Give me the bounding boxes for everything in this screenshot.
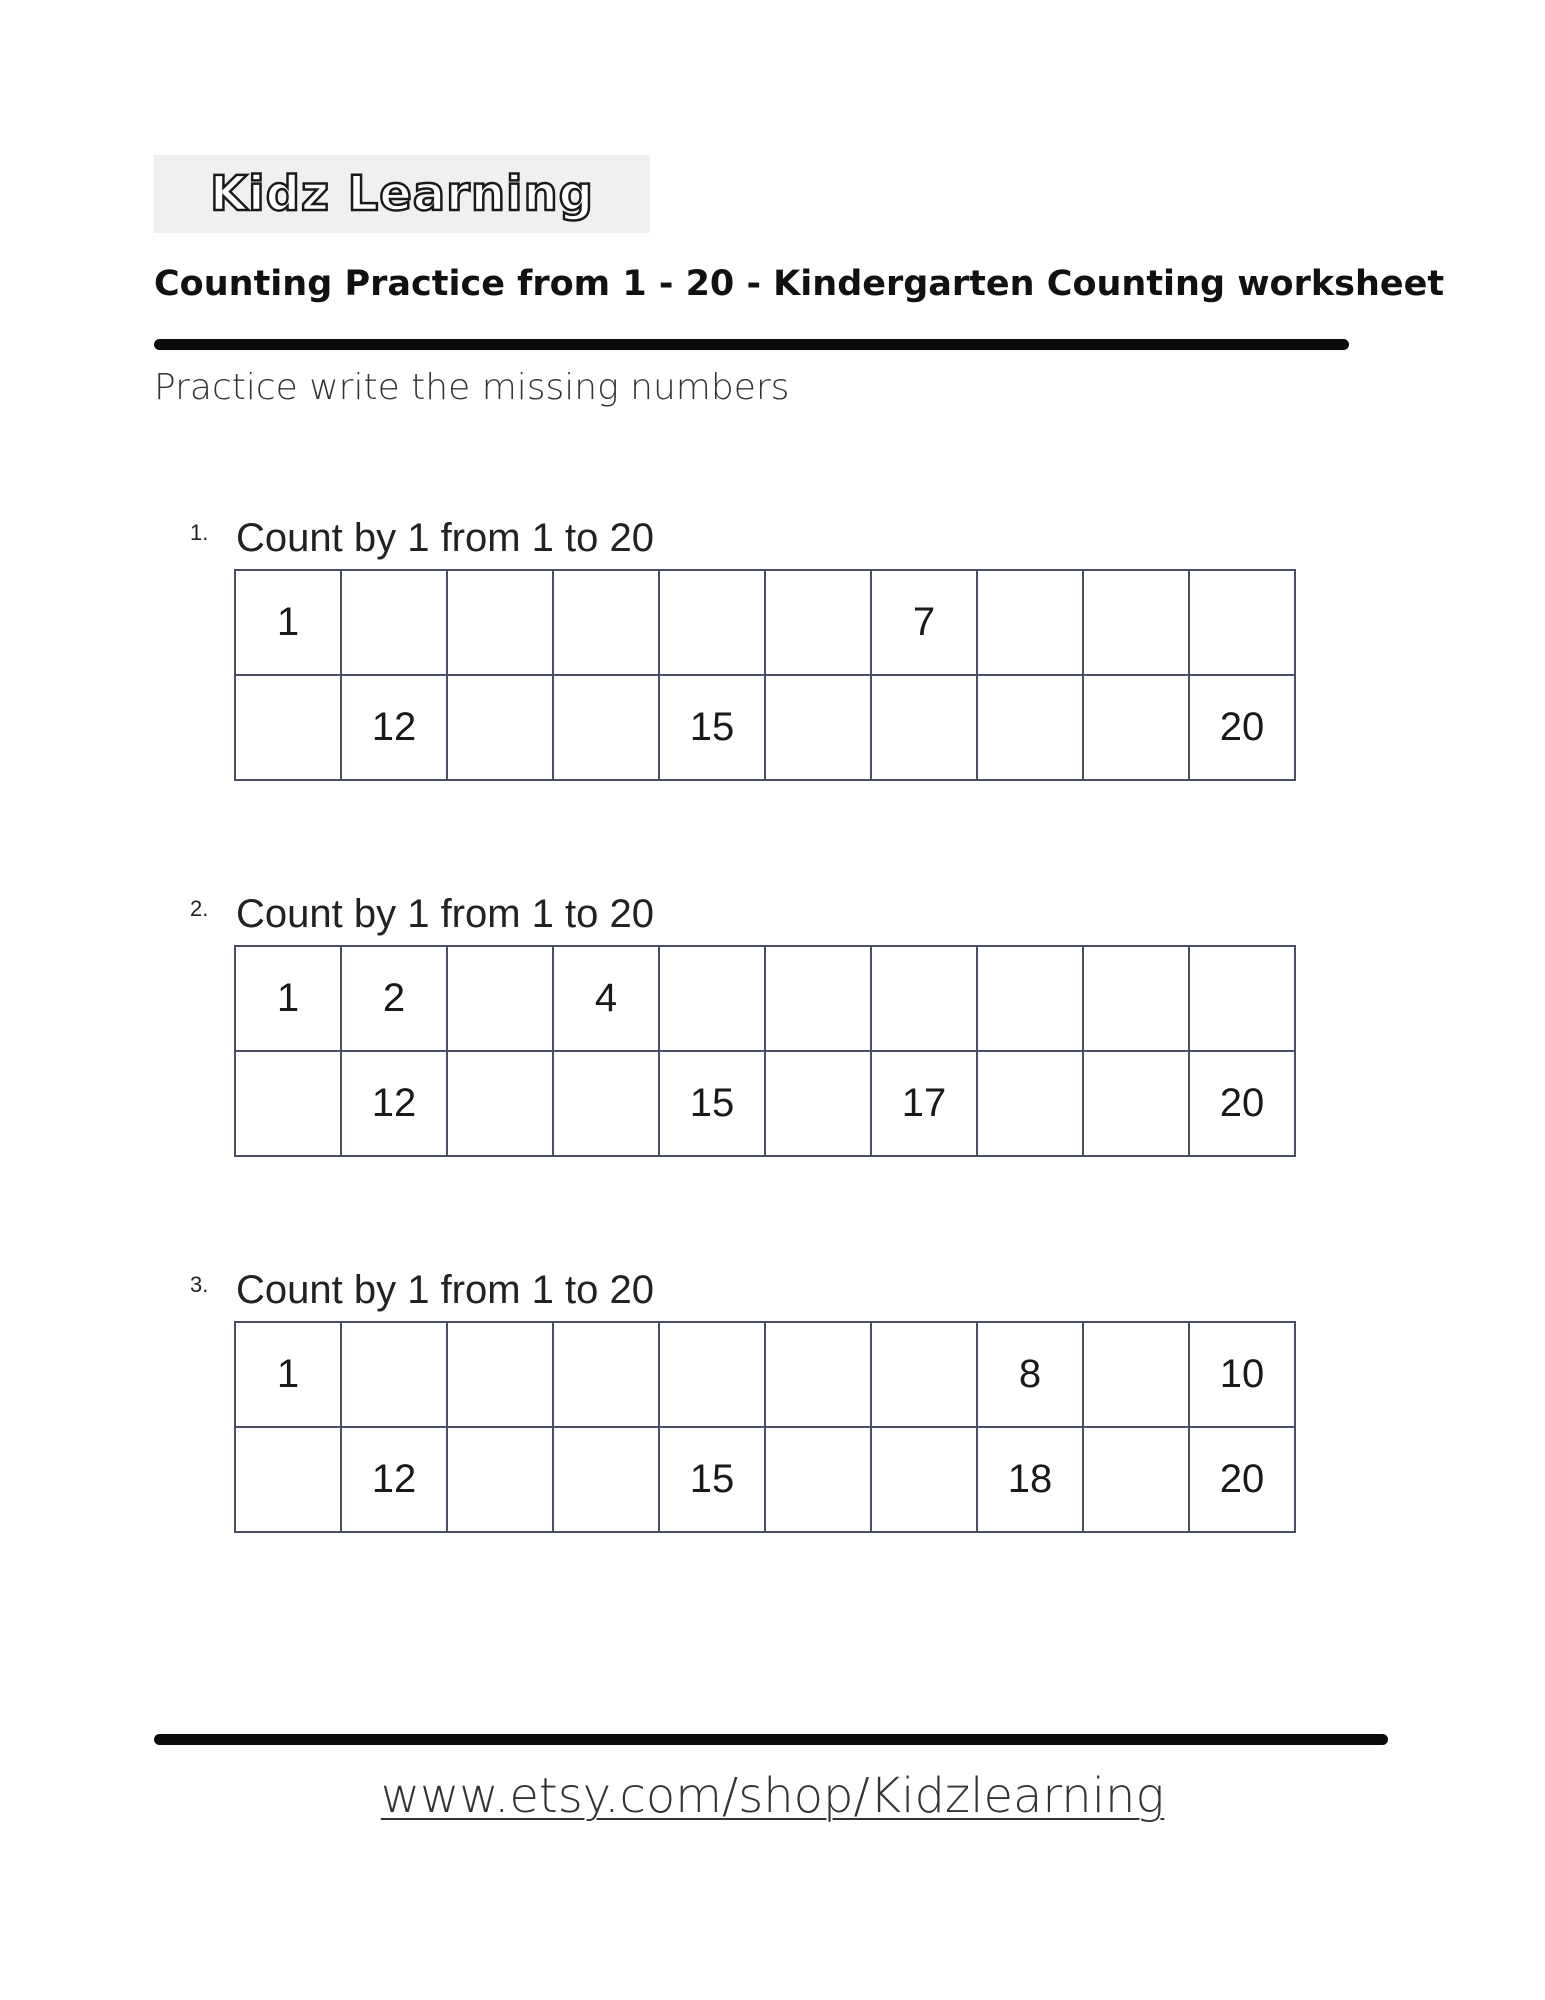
grid-cell[interactable]	[765, 675, 871, 780]
grid-row	[235, 946, 1295, 1051]
grid-cell[interactable]	[871, 946, 977, 1051]
exercise-label: Count by 1 from 1 to 20	[236, 892, 655, 936]
grid-cell[interactable]: 15	[659, 1427, 765, 1532]
instructions: Practice write the missing numbers	[154, 367, 790, 408]
grid-cell[interactable]	[447, 1051, 553, 1156]
grid-cell[interactable]	[1083, 946, 1189, 1051]
grid-cell[interactable]	[659, 1322, 765, 1427]
grid-cell[interactable]: 8	[977, 1322, 1083, 1427]
grid-cell[interactable]	[1083, 1427, 1189, 1532]
top-divider	[154, 339, 1349, 350]
exercise-number: 1.	[190, 520, 209, 545]
grid-cell[interactable]	[341, 570, 447, 675]
grid-cell[interactable]: 17	[871, 1051, 977, 1156]
grid-cell[interactable]: 15	[659, 675, 765, 780]
grid-cell[interactable]: 12	[341, 1427, 447, 1532]
number-grid	[234, 945, 1296, 1157]
grid-cell[interactable]	[341, 1322, 447, 1427]
number-grid	[234, 569, 1296, 781]
grid-cell[interactable]: 2	[341, 946, 447, 1051]
grid-cell[interactable]	[659, 946, 765, 1051]
grid-cell[interactable]	[553, 570, 659, 675]
grid-cell[interactable]: 15	[659, 1051, 765, 1156]
grid-cell[interactable]	[1189, 570, 1295, 675]
grid-cell[interactable]	[871, 1322, 977, 1427]
grid-cell[interactable]	[1083, 570, 1189, 675]
grid-cell[interactable]	[977, 946, 1083, 1051]
grid-cell[interactable]	[871, 675, 977, 780]
number-grid	[234, 1321, 1296, 1533]
grid-row	[235, 570, 1295, 675]
grid-cell[interactable]: 1	[235, 570, 341, 675]
page-title: Counting Practice from 1 - 20 - Kindergarten Counting worksheet	[154, 264, 1445, 304]
grid-row	[235, 1322, 1295, 1427]
grid-cell[interactable]: 7	[871, 570, 977, 675]
grid-cell[interactable]: 12	[341, 1051, 447, 1156]
grid-cell[interactable]	[553, 1322, 659, 1427]
grid-cell[interactable]: 10	[1189, 1322, 1295, 1427]
grid-cell[interactable]	[977, 1051, 1083, 1156]
grid-cell[interactable]	[235, 1051, 341, 1156]
grid-cell[interactable]	[977, 675, 1083, 780]
grid-cell[interactable]	[659, 570, 765, 675]
grid-row	[235, 1427, 1295, 1532]
grid-cell[interactable]	[553, 1427, 659, 1532]
grid-cell[interactable]	[235, 675, 341, 780]
grid-cell[interactable]	[447, 946, 553, 1051]
grid-cell[interactable]: 20	[1189, 1427, 1295, 1532]
grid-cell[interactable]	[447, 570, 553, 675]
grid-cell[interactable]	[553, 1051, 659, 1156]
grid-cell[interactable]	[1083, 1322, 1189, 1427]
grid-cell[interactable]	[977, 570, 1083, 675]
exercise-label: Count by 1 from 1 to 20	[236, 1268, 655, 1312]
grid-cell[interactable]	[765, 1051, 871, 1156]
grid-cell[interactable]	[447, 1322, 553, 1427]
grid-cell[interactable]: 4	[553, 946, 659, 1051]
grid-cell[interactable]: 20	[1189, 675, 1295, 780]
exercise-label: Count by 1 from 1 to 20	[236, 516, 655, 560]
exercise-number: 3.	[190, 1272, 209, 1297]
logo-banner	[154, 155, 650, 233]
grid-cell[interactable]	[871, 1427, 977, 1532]
grid-cell[interactable]: 12	[341, 675, 447, 780]
grid-cell[interactable]	[447, 675, 553, 780]
grid-cell[interactable]	[765, 570, 871, 675]
grid-row	[235, 675, 1295, 780]
shop-link[interactable]: www.etsy.com/shop/Kidzlearning	[380, 1768, 1165, 1824]
grid-cell[interactable]	[765, 946, 871, 1051]
grid-cell[interactable]: 18	[977, 1427, 1083, 1532]
bottom-divider	[154, 1734, 1388, 1745]
logo-text: Kidz Learning	[209, 166, 594, 222]
grid-cell[interactable]	[1189, 946, 1295, 1051]
grid-cell[interactable]	[1083, 675, 1189, 780]
grid-cell[interactable]	[765, 1322, 871, 1427]
grid-cell[interactable]	[765, 1427, 871, 1532]
grid-cell[interactable]	[553, 675, 659, 780]
grid-cell[interactable]	[235, 1427, 341, 1532]
grid-cell[interactable]	[447, 1427, 553, 1532]
grid-cell[interactable]: 1	[235, 1322, 341, 1427]
grid-cell[interactable]	[1083, 1051, 1189, 1156]
grid-row	[235, 1051, 1295, 1156]
grid-cell[interactable]: 1	[235, 946, 341, 1051]
grid-cell[interactable]: 20	[1189, 1051, 1295, 1156]
exercise-number: 2.	[190, 896, 209, 921]
